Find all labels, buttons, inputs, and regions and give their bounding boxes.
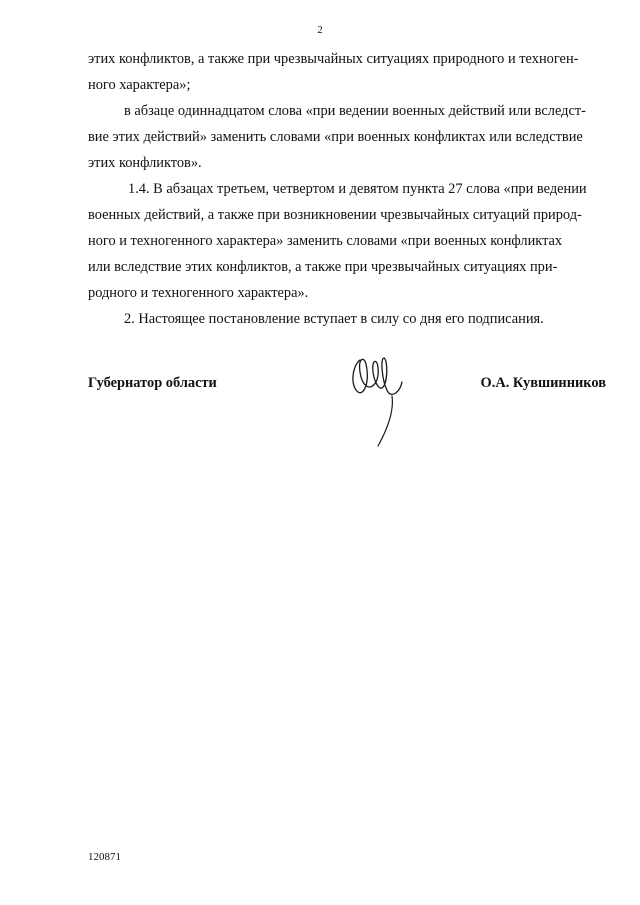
signatory-name: О.А. Кувшинников — [480, 375, 606, 391]
page-number: 2 — [317, 24, 323, 36]
text-line: этих конфликтов». — [88, 155, 202, 171]
text-line: родного и техногенного характера». — [88, 285, 309, 301]
text-line: 1.4. В абзацах третьем, четвертом и девятом пункта 27 слова «при ведении — [128, 181, 587, 197]
signature-row — [88, 375, 606, 395]
text-line: этих конфликтов, а также при чрезвычайных ситуациях природного и техноген- — [88, 51, 579, 67]
text-line: или вследствие этих конфликтов, а также при чрезвычайных ситуациях при- — [88, 259, 558, 275]
text-line: ного и техногенного характера» заменить словами «при военных конфликтах — [88, 233, 563, 249]
text-line: вие этих действий» заменить словами «при военных конфликтах или вследствие — [88, 129, 583, 145]
text-line: 2. Настоящее постановление вступает в силу со дня его подписания. — [124, 311, 544, 327]
document-code: 120871 — [88, 851, 121, 863]
text-line: военных действий, а также при возникновении чрезвычайных ситуаций природ- — [88, 207, 582, 223]
text-line: ного характера»; — [88, 77, 191, 93]
document-body — [88, 46, 612, 332]
text-line: в абзаце одиннадцатом слова «при ведении военных действий или вследст- — [124, 103, 586, 119]
handwritten-signature — [348, 352, 408, 452]
signatory-title: Губернатор области — [88, 375, 217, 391]
